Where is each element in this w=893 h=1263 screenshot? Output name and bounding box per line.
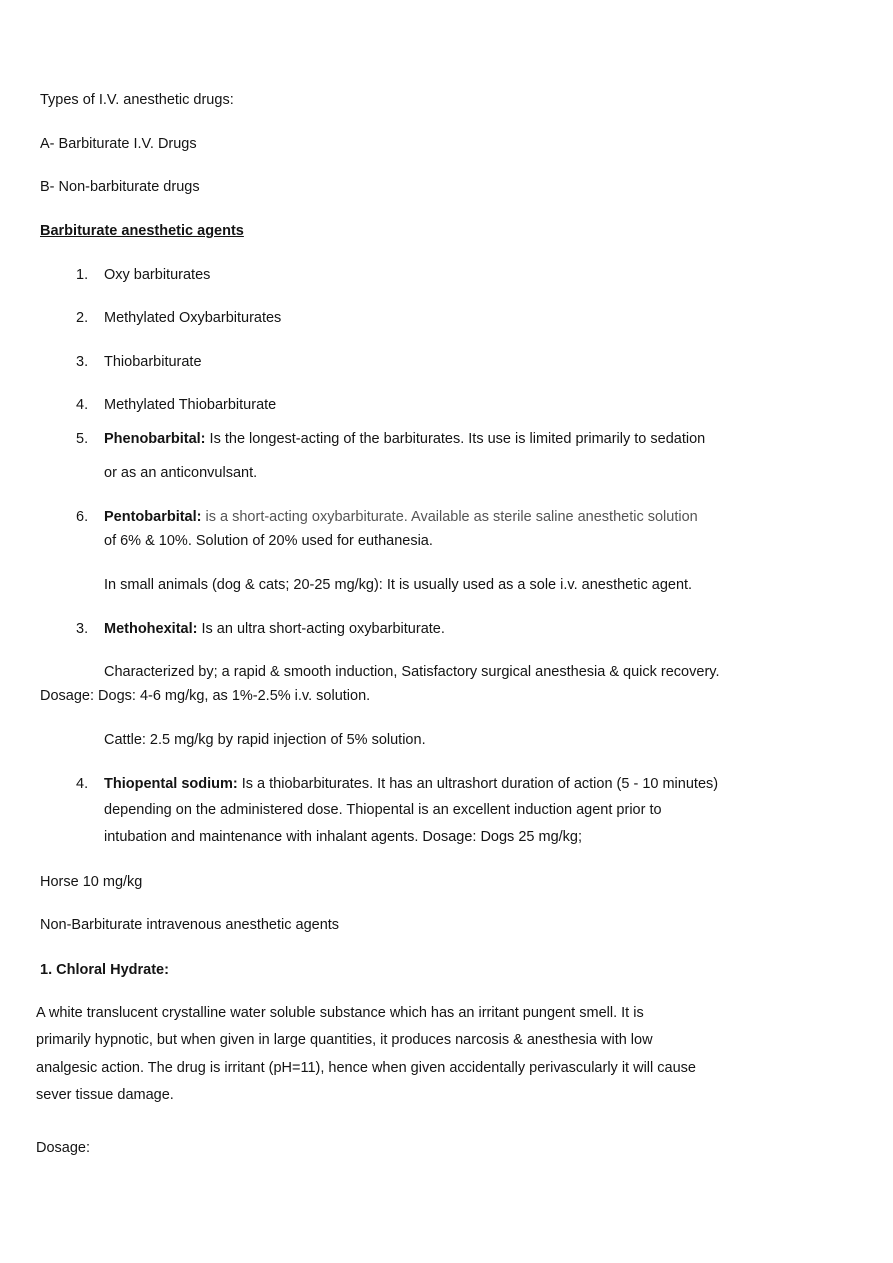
list-item-text: Methylated Oxybarbiturates	[104, 310, 282, 326]
pentobarbital-term: Pentobarbital:	[104, 509, 202, 525]
methohexital-text: Is an ultra short-acting oxybarbiturate.	[201, 621, 445, 637]
list-number: 4.	[76, 397, 89, 413]
list-number: 3.	[76, 354, 89, 370]
type-b-line: B- Non-barbiturate drugs	[40, 179, 200, 195]
type-a-line: A- Barbiturate I.V. Drugs	[40, 136, 197, 152]
chloral-paragraph-line-4: sever tissue damage.	[36, 1087, 174, 1103]
list-item-text: Methylated Thiobarbiturate	[104, 397, 277, 413]
phenobarbital-line-1	[104, 431, 705, 448]
pentobarbital-line-1	[104, 509, 698, 526]
chloral-paragraph-line-2: primarily hypnotic, but when given in large quantities, it produces narcosis & anesthesia with low	[36, 1032, 653, 1048]
pentobarbital-note: In small animals (dog & cats; 20-25 mg/kg): It is usually used as a sole i.v. anesthetic agent.	[104, 577, 693, 593]
thiopental-term: Thiopental sodium:	[104, 776, 238, 792]
thiopental-line-1	[104, 776, 718, 793]
chloral-paragraph-line-1: A white translucent crystalline water soluble substance which has an irritant pungent smell. It is	[36, 1005, 644, 1021]
main-heading: Types of I.V. anesthetic drugs:	[40, 92, 234, 108]
methohexital-line-1	[104, 621, 445, 638]
list-item-text: Oxy barbiturates	[104, 267, 211, 283]
list-number: 6.	[76, 509, 89, 525]
list-number: 1.	[76, 267, 89, 283]
phenobarbital-line-2: or as an anticonvulsant.	[104, 465, 258, 481]
methohexital-term: Methohexital:	[104, 621, 198, 637]
list-number: 4.	[76, 776, 89, 792]
list-number: 3.	[76, 621, 89, 637]
phenobarbital-text: Is the longest-acting of the barbiturates. Its use is limited primarily to sedation	[209, 431, 706, 447]
dosage-label: Dosage:	[36, 1140, 91, 1156]
list-number: 5.	[76, 431, 89, 447]
list-number: 2.	[76, 310, 89, 326]
thiopental-text: Is a thiobarbiturates. It has an ultrashort duration of action (5 - 10 minutes)	[241, 776, 719, 792]
thiopental-line-2: depending on the administered dose. Thiopental is an excellent induction agent prior to	[104, 802, 662, 818]
chloral-paragraph-line-3: analgesic action. The drug is irritant (pH=11), hence when given accidentally perivascularly it will cause	[36, 1060, 696, 1076]
methohexital-cattle: Cattle: 2.5 mg/kg by rapid injection of 5% solution.	[104, 732, 426, 748]
barbiturate-section-title: Barbiturate anesthetic agents	[40, 223, 244, 239]
pentobarbital-text: is a short-acting oxybarbiturate. Available as sterile saline anesthetic solution	[205, 509, 698, 525]
thiopental-line-3: intubation and maintenance with inhalant agents. Dosage: Dogs 25 mg/kg;	[104, 829, 583, 845]
chloral-hydrate-title: 1. Chloral Hydrate:	[40, 962, 169, 978]
methohexital-characteristics: Characterized by; a rapid & smooth induction, Satisfactory surgical anesthesia & quick recovery.	[104, 664, 720, 680]
pentobarbital-line-2: of 6% & 10%. Solution of 20% used for euthanesia.	[104, 533, 433, 549]
methohexital-dosage: Dosage: Dogs: 4-6 mg/kg, as 1%-2.5% i.v. solution.	[40, 688, 371, 704]
non-barbiturate-title: Non-Barbiturate intravenous anesthetic agents	[40, 917, 340, 933]
list-item-text: Thiobarbiturate	[104, 354, 202, 370]
phenobarbital-term: Phenobarbital:	[104, 431, 206, 447]
horse-dosage-line: Horse 10 mg/kg	[40, 874, 143, 890]
